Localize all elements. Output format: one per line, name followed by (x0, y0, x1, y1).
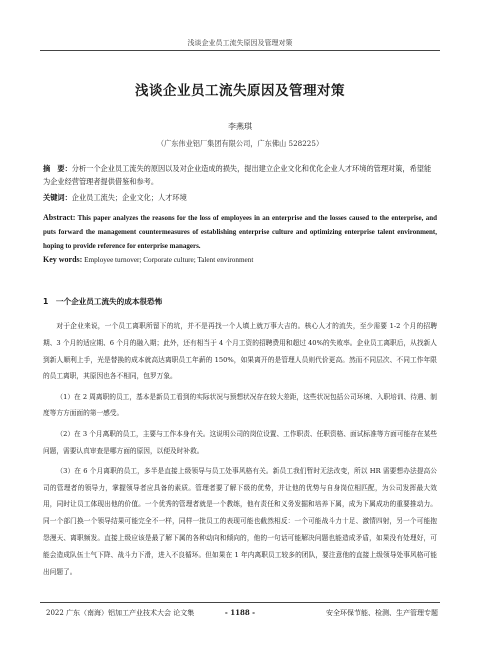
header-rule (40, 50, 440, 51)
keywords-en-text: Employee turnover; Corporate culture; Talent environment (82, 256, 254, 264)
keywords-en (43, 253, 437, 267)
abstract-cn-text: 分析一个企业员工流失的原因以及对企业造成的损失，提出建立企业文化和优化企业人才环境的管理对策，希望能为企业经营管理者提供借鉴和参考。 (43, 164, 432, 186)
keywords-cn-label: 关键词： (43, 193, 72, 202)
body-paragraph: 对于企业来说，一个员工离职所留下的坑，并不是再找一个人填上就万事大吉的。核心人才的流失，至少需要 1-2 个月的招聘期、3 个月的适应期、6 个月的融入期；此外，还有相当于 4 个月工资的招聘费用和超过 40%的失败率。企业员工离职后，从找新人到新人顺利上手，光是替换的成本就高达离职员工年薪的 150%，如果离开的是管理人员则代价更高。然而不同层次、不同工作年限的员工离职，其原因也各不相同，包罗万象。 (43, 322, 437, 381)
paper-title: 浅谈企业员工流失原因及管理对策 (135, 83, 345, 99)
page-number: - 1188 - (224, 608, 256, 617)
keywords-cn-text: 企业员工流失；企业文化；人才环境 (71, 193, 187, 202)
page-footer (40, 608, 440, 620)
abstract-en-label: Abstract: (43, 213, 76, 222)
author-name: 李燕琪 (228, 122, 252, 131)
running-head: 浅谈企业员工流失原因及管理对策 (187, 39, 293, 47)
abstract-en (43, 211, 437, 253)
body-paragraph: （1）在 2 周离职的员工，基本是新员工看到的实际状况与预想状况存在较大差距，这些状况包括公司环境、入职培训、待遇、制度等方方面面的第一感受。 (43, 392, 437, 418)
body-text (43, 318, 437, 584)
body-paragraph: （2）在 3 个月离职的员工，主要与工作本身有关。这说明公司的岗位设置、工作职责、任职资格、面试标准等方面可能存在某些问题，需要认真审查是哪方面的原因，以便及时补救。 (43, 429, 437, 455)
keywords-en-label: Key words: (43, 255, 83, 264)
body-paragraph: （3）在 6 个月离职的员工，多半是直接上级领导与员工处事风格有关。新员工我们暂时无法改变，所以 HR 需要想办法提高公司的管理者的领导力，掌握领导者应具备的素质。管理者要了解下级的优势，并让他的优势与自身岗位相匹配，为公司发挥最大效用，同时让员工体现出他的价值。一个优秀的管理者就是一个教练，他有责任和义务发掘和培养下属，成为下属成功的重要推动力。同一个部门换一个领导结果可能完全不一样，同样一批员工的表现可能也截然相反：一个可能战斗力十足、激情四射，另一个可能抱怨漫天、离职频发。直接上级应该是最了解下属的各种动向和倾向的，他的一句话可能解决问题也能造成矛盾，如果没有处理好，可能会造成队伍士气下降、战斗力下滑，进入不良循环。但如果在 1 年内离职员工较多的团队，要注意他的直接上级领导处事风格可能出问题了。 (43, 466, 437, 576)
footer-rule (40, 602, 440, 603)
section-heading: 1 一个企业员工流失的成本很恐怖 (43, 297, 163, 306)
footer-topic: 安全环保节能、检测、生产管理专题 (326, 609, 438, 617)
abstract-cn-label: 摘 要： (43, 164, 72, 173)
author-affiliation: （广东伟业铝厂集团有限公司，广东佛山 528225） (156, 139, 324, 148)
keywords-cn (43, 191, 437, 204)
footer-proceedings: 2022 广东（南海）铝加工产业技术大会 论文集 (46, 609, 195, 617)
abstract-en-text: This paper analyzes the reasons for the loss of employees in an enterprise and the losses caused to the enterprise, and puts forward the management countermeasures of establishing enterprise culture and optimizing enterprise talent environment, hoping to provide reference for enterprise managers. (43, 214, 437, 250)
abstract-cn (43, 162, 437, 188)
